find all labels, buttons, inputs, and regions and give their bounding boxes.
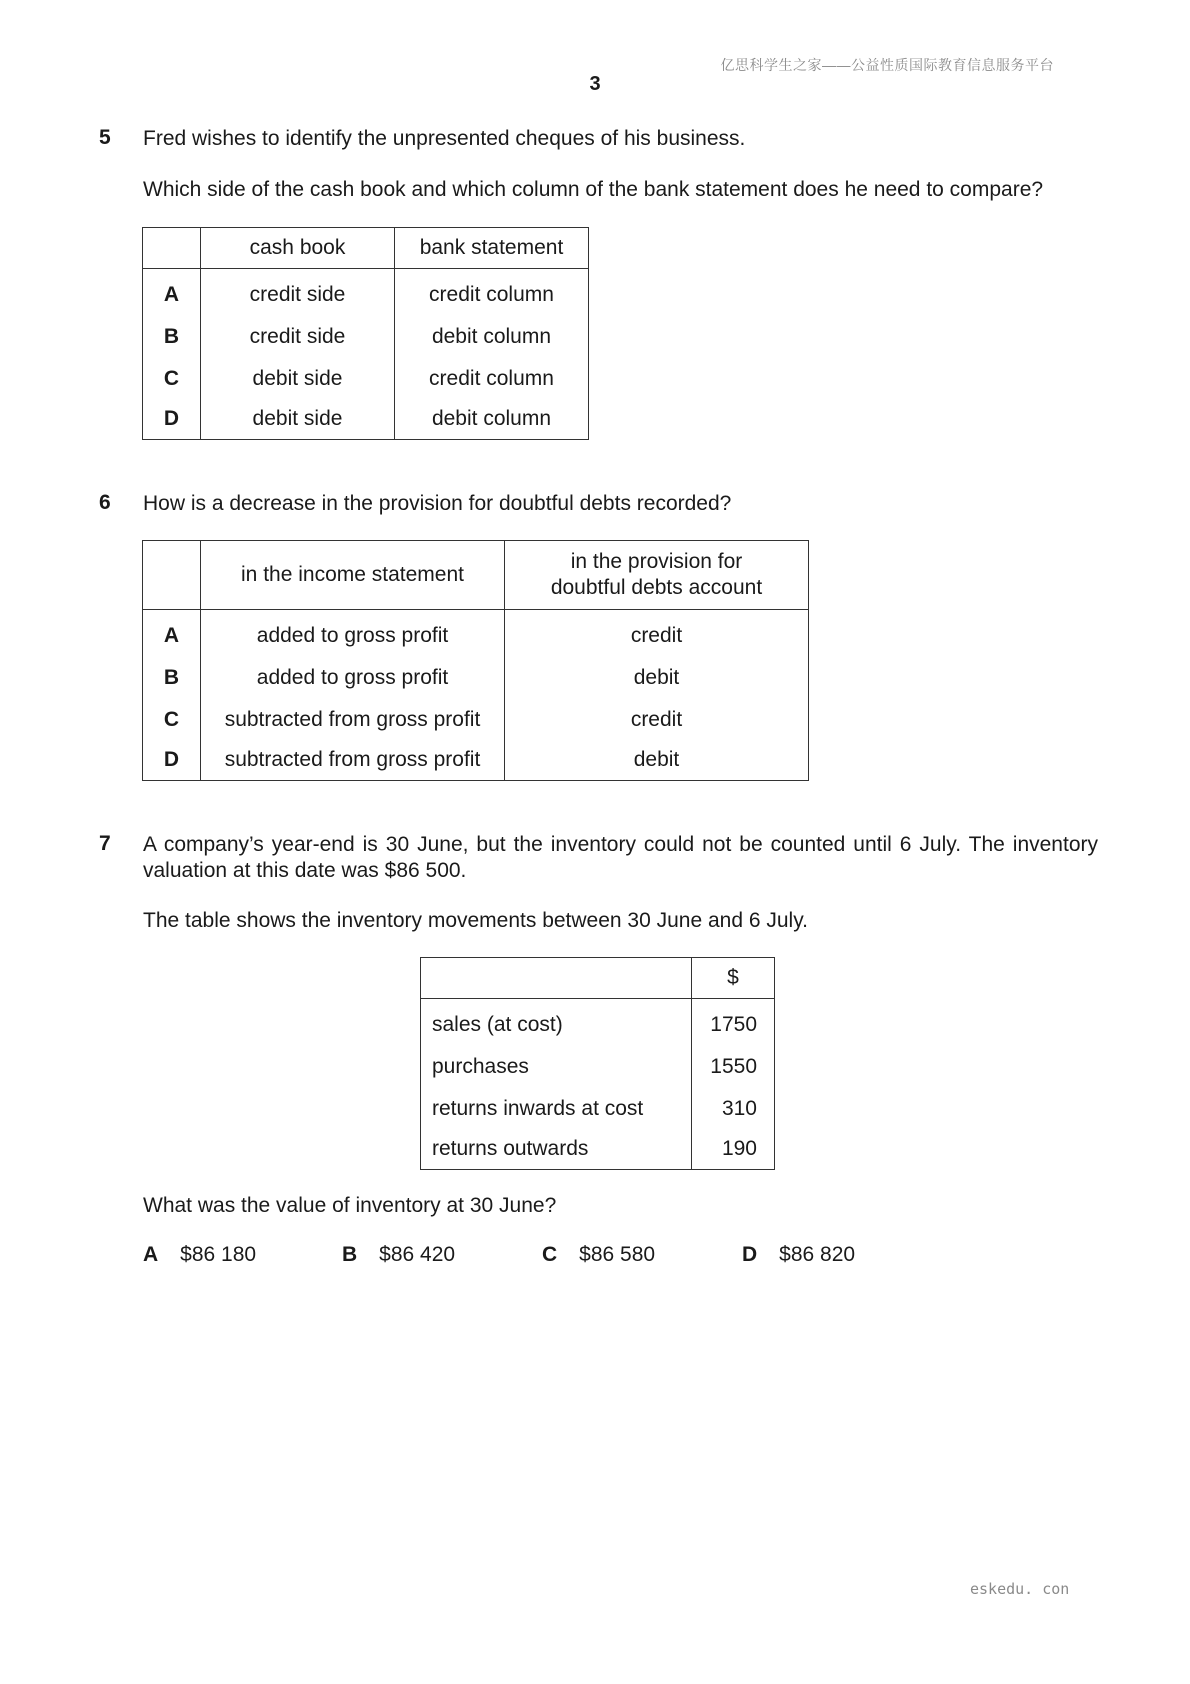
table-cell: subtracted from gross profit bbox=[201, 699, 505, 741]
table-cell: credit side bbox=[201, 269, 395, 316]
table-cell-amount: 310 bbox=[692, 1088, 775, 1130]
option-letter: C bbox=[143, 358, 201, 400]
table-header-line: doubtful debts account bbox=[550, 576, 763, 599]
question-7-prompt: What was the value of inventory at 30 June? bbox=[143, 1194, 557, 1217]
table-cell: debit bbox=[505, 657, 809, 699]
question-5-table bbox=[142, 227, 589, 440]
option-value: $86 580 bbox=[579, 1243, 656, 1266]
question-5-number: 5 bbox=[99, 126, 111, 149]
footer-watermark: eskedu. con bbox=[970, 1580, 1070, 1598]
header-watermark: 亿思科学生之家——公益性质国际教育信息服务平台 bbox=[720, 57, 1054, 73]
question-6-number: 6 bbox=[99, 491, 111, 514]
inventory-movements-table bbox=[420, 957, 775, 1170]
table-cell: added to gross profit bbox=[201, 610, 505, 657]
question-7-text: A company’s year-end is 30 June, but the inventory could not be counted until 6 July. The inventory valuation at this date was $86 500. bbox=[143, 833, 1098, 882]
question-6-table bbox=[142, 540, 809, 781]
table-cell-item: sales (at cost) bbox=[421, 999, 692, 1046]
table-header-line: in the provision for bbox=[570, 550, 743, 573]
question-5-prompt: Which side of the cash book and which column of the bank statement does he need to compare? bbox=[143, 178, 1044, 201]
table-header-blank bbox=[143, 541, 201, 610]
table-cell: credit bbox=[505, 610, 809, 657]
option-value: $86 420 bbox=[379, 1243, 456, 1266]
table-cell: added to gross profit bbox=[201, 657, 505, 699]
option-letter: D bbox=[143, 741, 201, 781]
table-row bbox=[421, 1046, 775, 1088]
answer-option-c[interactable] bbox=[542, 1243, 655, 1267]
question-5-text: Fred wishes to identify the unpresented cheques of his business. bbox=[143, 127, 746, 150]
question-6-text: How is a decrease in the provision for doubtful debts recorded? bbox=[143, 492, 732, 515]
table-cell-item: returns outwards bbox=[421, 1130, 692, 1170]
table-row bbox=[143, 400, 589, 440]
table-row bbox=[143, 358, 589, 400]
table-cell-amount: 190 bbox=[692, 1130, 775, 1170]
page-number: 3 bbox=[589, 73, 601, 95]
table-cell: credit column bbox=[395, 269, 589, 316]
table-row bbox=[421, 999, 775, 1046]
table-row bbox=[421, 1088, 775, 1130]
table-cell: credit side bbox=[201, 316, 395, 358]
table-row bbox=[143, 269, 589, 316]
option-letter: D bbox=[742, 1243, 758, 1266]
table-header-provision-account bbox=[505, 541, 809, 610]
table-row bbox=[421, 1130, 775, 1170]
option-letter: B bbox=[143, 316, 201, 358]
table-cell-amount: 1550 bbox=[692, 1046, 775, 1088]
table-row bbox=[143, 741, 809, 781]
table-cell-item: purchases bbox=[421, 1046, 692, 1088]
table-header-income-statement: in the income statement bbox=[201, 541, 505, 610]
table-row bbox=[143, 610, 809, 657]
option-letter: C bbox=[143, 699, 201, 741]
table-row bbox=[143, 657, 809, 699]
answer-option-b[interactable] bbox=[342, 1243, 455, 1267]
question-7-intro: The table shows the inventory movements between 30 June and 6 July. bbox=[143, 909, 808, 932]
table-row bbox=[143, 316, 589, 358]
table-header-cash-book: cash book bbox=[201, 228, 395, 269]
table-cell: debit side bbox=[201, 400, 395, 440]
table-header-currency: $ bbox=[692, 958, 775, 999]
table-cell: debit column bbox=[395, 400, 589, 440]
question-7-number: 7 bbox=[99, 832, 111, 855]
answer-option-d[interactable] bbox=[742, 1243, 855, 1267]
table-cell-amount: 1750 bbox=[692, 999, 775, 1046]
table-header-bank-statement: bank statement bbox=[395, 228, 589, 269]
table-header-blank bbox=[143, 228, 201, 269]
option-letter: A bbox=[143, 1243, 159, 1266]
table-cell: subtracted from gross profit bbox=[201, 741, 505, 781]
option-letter: A bbox=[143, 610, 201, 657]
table-cell: debit side bbox=[201, 358, 395, 400]
option-letter: B bbox=[342, 1243, 358, 1266]
option-letter: D bbox=[143, 400, 201, 440]
option-letter: B bbox=[143, 657, 201, 699]
option-value: $86 820 bbox=[779, 1243, 856, 1266]
table-cell: debit bbox=[505, 741, 809, 781]
table-cell: credit bbox=[505, 699, 809, 741]
table-header-blank bbox=[421, 958, 692, 999]
option-letter: C bbox=[542, 1243, 558, 1266]
table-cell: credit column bbox=[395, 358, 589, 400]
table-cell-item: returns inwards at cost bbox=[421, 1088, 692, 1130]
option-value: $86 180 bbox=[180, 1243, 257, 1266]
option-letter: A bbox=[143, 269, 201, 316]
table-row bbox=[143, 699, 809, 741]
table-cell: debit column bbox=[395, 316, 589, 358]
answer-option-a[interactable] bbox=[143, 1243, 256, 1267]
